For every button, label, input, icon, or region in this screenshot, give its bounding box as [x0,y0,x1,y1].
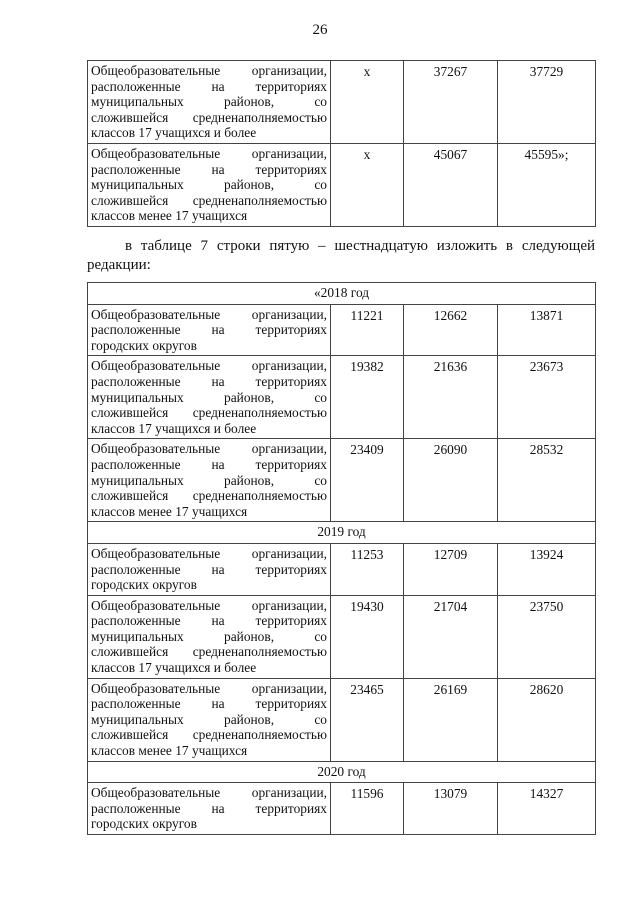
row-label-cell: Общеобразовательные организации, расположенные на территориях муниципальных районов, со сложившейся средненаполняемостью классов менее 17 учащихся [88,439,331,522]
value-cell-2: 21636 [404,356,498,439]
table-row [88,143,596,226]
value-cell-2: 21704 [404,595,498,678]
table-row [88,356,596,439]
page-number: 26 [312,22,328,38]
value-cell-3: 13924 [498,543,596,595]
value-cell-3: 23673 [498,356,596,439]
value-cell-2: 37267 [404,61,498,144]
year-section-row [88,522,596,544]
table-row [88,678,596,761]
value-cell-1: 11596 [331,783,404,835]
value-cell-2: 26090 [404,439,498,522]
table-row [88,439,596,522]
year-section-row [88,761,596,783]
value-cell-2: 12709 [404,543,498,595]
table-row [88,543,596,595]
table-row [88,61,596,144]
value-cell-2: 26169 [404,678,498,761]
value-cell-1: 23409 [331,439,404,522]
value-cell-1: 11221 [331,304,404,356]
value-cell-3: 14327 [498,783,596,835]
value-cell-2: 12662 [404,304,498,356]
value-cell-2: 45067 [404,143,498,226]
row-label-cell: Общеобразовательные организации, расположенные на территориях городских округов [88,783,331,835]
value-cell-1: 11253 [331,543,404,595]
row-label-cell: Общеобразовательные организации, расположенные на территориях городских округов [88,304,331,356]
row-label-cell: Общеобразовательные организации, расположенные на территориях муниципальных районов, со сложившейся средненаполняемостью классов 17 учащихся и более [88,356,331,439]
value-cell-3: 45595»; [498,143,596,226]
table-continuation [87,60,596,227]
value-cell-2: 13079 [404,783,498,835]
value-cell-1: х [331,143,404,226]
row-label-cell: Общеобразовательные организации, расположенные на территориях муниципальных районов, со сложившейся средненаполняемостью классов менее 17 учащихся [88,143,331,226]
value-cell-1: х [331,61,404,144]
row-label-cell: Общеобразовательные организации, расположенные на территориях городских округов [88,543,331,595]
value-cell-3: 13871 [498,304,596,356]
value-cell-3: 28620 [498,678,596,761]
table-row [88,304,596,356]
table-row [88,783,596,835]
year-heading: 2020 год [88,761,596,783]
value-cell-1: 19382 [331,356,404,439]
value-cell-3: 37729 [498,61,596,144]
amendment-paragraph: в таблице 7 строки пятую – шестнадцатую изложить в следующей редакции: [87,238,595,273]
table-7-replacement [87,282,596,835]
year-heading: 2019 год [88,522,596,544]
table-row [88,595,596,678]
value-cell-1: 19430 [331,595,404,678]
year-section-row [88,283,596,305]
row-label-cell: Общеобразовательные организации, расположенные на территориях муниципальных районов, со сложившейся средненаполняемостью классов менее 17 учащихся [88,678,331,761]
year-heading: «2018 год [88,283,596,305]
row-label-cell: Общеобразовательные организации, расположенные на территориях муниципальных районов, со сложившейся средненаполняемостью классов 17 учащихся и более [88,61,331,144]
value-cell-3: 23750 [498,595,596,678]
value-cell-3: 28532 [498,439,596,522]
row-label-cell: Общеобразовательные организации, расположенные на территориях муниципальных районов, со сложившейся средненаполняемостью классов 17 учащихся и более [88,595,331,678]
value-cell-1: 23465 [331,678,404,761]
